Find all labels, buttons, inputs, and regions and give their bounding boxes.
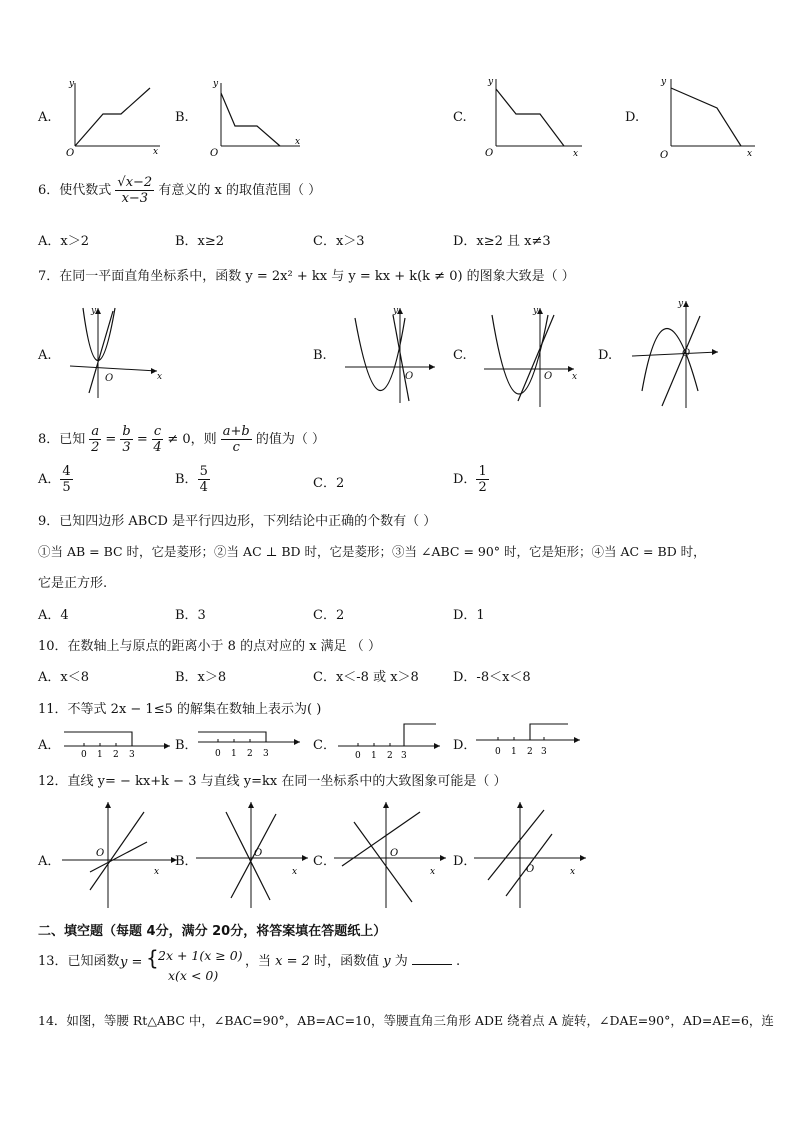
q7-option-b-label: B.	[313, 348, 327, 363]
q8-a-den: 5	[62, 480, 71, 495]
q11-stem: 11．不等式 2x − 1≤5 的解集在数轴上表示为( )	[38, 702, 322, 717]
q9-option-c: C．2	[313, 608, 345, 623]
q13-brace: {	[146, 946, 159, 970]
q8-option-d	[453, 464, 489, 495]
svg-text:O: O	[526, 864, 535, 875]
q5-c-y-label: y	[488, 77, 494, 87]
q6-frac-den: x−3	[121, 191, 149, 206]
q12-graph-a	[62, 800, 182, 910]
q13-case1: 2x + 1(x ≥ 0)	[158, 948, 243, 963]
svg-text:O: O	[405, 371, 414, 382]
q12-graph-c	[334, 800, 454, 910]
q13-var: y	[383, 954, 391, 969]
q10-stem: 10．在数轴上与原点的距离小于 8 的点对应的 x 满足 （ ）	[38, 639, 381, 654]
q5-d-origin: O	[660, 150, 669, 161]
q5-c-x-label: x	[573, 149, 579, 159]
q8-eq-1: =	[105, 432, 117, 447]
q13-mid: ，当	[245, 954, 272, 969]
q5-option-b-label: B.	[175, 110, 189, 125]
q8-f4-den: c	[232, 440, 240, 455]
q10-option-b: B．x＞8	[175, 670, 227, 685]
q8-c-label: C．	[313, 476, 336, 491]
q8-text-pre: 8．已知	[38, 432, 86, 447]
q13-pre: 13．已知函数	[38, 954, 120, 969]
q12-graph-b	[196, 800, 316, 910]
q11-numberline-a	[62, 722, 172, 760]
q13-case2: x(x < 0)	[168, 968, 219, 983]
q11-option-b-label: B．	[175, 738, 198, 753]
q5-option-a-label: A.	[38, 110, 52, 125]
section-title-fill-in: 二、填空题（每题 4分，满分 20分，将答案填在答题纸上）	[38, 924, 387, 939]
svg-text:2: 2	[387, 751, 393, 761]
q6-option-a: A．x＞2	[38, 234, 89, 249]
q8-d-den: 2	[478, 480, 487, 495]
q8-d-frac	[476, 464, 488, 495]
svg-text:2: 2	[247, 749, 253, 759]
q7-stem: 7．在同一平面直角坐标系中，函数 y = 2x² + kx 与 y = kx + k(k ≠ 0) 的图象大致是（ ）	[38, 269, 575, 284]
q7-option-a-label: A.	[38, 348, 52, 363]
svg-text:1: 1	[511, 747, 517, 757]
q8-f3-num: c	[153, 424, 162, 439]
q8-frac-a2	[89, 424, 101, 455]
q6-option-c: C．x＞3	[313, 234, 365, 249]
svg-text:x: x	[430, 867, 436, 877]
q13-answer-blank[interactable]	[412, 964, 452, 965]
q13-post: 时，函数值	[314, 954, 380, 969]
q13-stem	[38, 950, 120, 969]
q5-a-x-label: x	[153, 147, 159, 157]
svg-text:x: x	[292, 867, 298, 877]
q5-a-origin: O	[66, 148, 75, 159]
svg-text:3: 3	[541, 747, 547, 757]
svg-text:3: 3	[263, 749, 269, 759]
q12-stem: 12．直线 y= − kx+k − 3 与直线 y=kx 在同一坐标系中的大致图象可能是（ ）	[38, 774, 507, 789]
q5-b-x-label: x	[295, 137, 301, 147]
q10-option-c: C．x＜-8 或 x＞8	[313, 670, 419, 685]
svg-text:1: 1	[371, 751, 377, 761]
q8-stem	[38, 424, 325, 455]
q9-option-b: B．3	[175, 608, 206, 623]
svg-text:0: 0	[355, 751, 361, 761]
svg-text:2: 2	[527, 747, 533, 757]
q9-option-d: D．1	[453, 608, 485, 623]
q6-text-pre: 6．使代数式	[38, 183, 112, 198]
q8-c-value: 2	[335, 476, 345, 491]
q8-option-c	[313, 472, 344, 491]
q5-d-y-label: y	[661, 77, 667, 87]
q8-d-label: D．	[453, 472, 477, 487]
q11-numberline-d	[474, 718, 584, 760]
q12-option-a-label: A．	[38, 854, 61, 869]
q8-option-a	[38, 464, 73, 495]
q8-eq-2: =	[136, 432, 148, 447]
q6-frac-num: √x−2	[117, 175, 153, 190]
q5-graph-c	[482, 74, 582, 158]
q8-option-b	[175, 464, 210, 495]
svg-text:0: 0	[81, 750, 87, 760]
q11-numberline-b	[196, 722, 306, 760]
q8-f4-num: a+b	[222, 424, 250, 439]
q7-option-c-label: C.	[453, 348, 467, 363]
svg-text:O: O	[96, 848, 105, 859]
q8-frac-b3	[120, 424, 132, 455]
q8-a-label: A．	[38, 472, 61, 487]
svg-text:2: 2	[113, 750, 119, 760]
q13-tail	[245, 950, 460, 969]
svg-text:x: x	[157, 372, 163, 382]
q5-d-x-label: x	[747, 149, 753, 159]
svg-text:y: y	[393, 306, 399, 316]
q9-option-a: A．4	[38, 608, 69, 623]
q12-option-b-label: B．	[175, 854, 198, 869]
q6-stem	[38, 175, 321, 206]
q8-d-num: 1	[478, 464, 487, 479]
svg-text:y: y	[533, 306, 539, 316]
q5-b-origin: O	[210, 148, 219, 159]
q12-option-d-label: D．	[453, 854, 477, 869]
q5-option-c-label: C.	[453, 110, 467, 125]
q13-end: .	[456, 954, 461, 969]
q11-numberline-c	[336, 718, 446, 760]
svg-text:O: O	[105, 373, 114, 384]
svg-text:y: y	[91, 306, 97, 316]
q8-f2-den: 3	[122, 440, 131, 455]
q5-c-origin: O	[485, 148, 494, 159]
q7-graph-d	[630, 296, 730, 411]
q8-f1-den: 2	[91, 440, 100, 455]
q12-graph-d	[474, 800, 594, 910]
q8-b-den: 4	[199, 480, 208, 495]
q8-frac-c4	[152, 424, 163, 455]
q5-b-y-label: y	[213, 79, 219, 89]
q10-option-a: A．x＜8	[38, 670, 89, 685]
q13-function-y: y =	[120, 955, 143, 970]
q7-graph-a	[65, 303, 165, 398]
svg-text:0: 0	[215, 749, 221, 759]
q5-graph-b	[205, 78, 305, 158]
q14-stem: 14．如图，等腰 Rt△ABC 中，∠BAC=90°，AB=AC=10，等腰直角三角形 ADE 绕着点 A 旋转，∠DAE=90°，AD=AE=6，连	[38, 1013, 774, 1028]
q6-text-post: 有意义的 x 的取值范围（ ）	[158, 183, 322, 198]
svg-text:O: O	[682, 348, 691, 359]
q8-b-num: 5	[199, 464, 208, 479]
q5-graph-a	[65, 78, 165, 158]
q9-stem: 9．已知四边形 ABCD 是平行四边形，下列结论中正确的个数有（ ）	[38, 514, 437, 529]
svg-text:3: 3	[401, 751, 407, 761]
q6-option-d: D．x≥2 且 x≠3	[453, 234, 551, 249]
q5-option-d-label: D.	[625, 110, 640, 125]
q5-a-y-label: y	[69, 79, 75, 89]
q8-text-post: 的值为（ ）	[255, 432, 325, 447]
q12-option-c-label: C．	[313, 854, 336, 869]
svg-text:1: 1	[231, 749, 237, 759]
svg-text:O: O	[544, 371, 553, 382]
q8-a-frac	[60, 464, 72, 495]
q7-option-d-label: D.	[598, 348, 613, 363]
q8-b-label: B．	[175, 472, 198, 487]
svg-text:1: 1	[97, 750, 103, 760]
q13-cond: x = 2	[275, 954, 310, 969]
q9-statements-line2: 它是正方形.	[38, 576, 108, 591]
q11-option-a-label: A．	[38, 738, 61, 753]
q8-f1-num: a	[91, 424, 100, 439]
svg-text:0: 0	[495, 747, 501, 757]
q6-option-b: B．x≥2	[175, 234, 225, 249]
q8-text-mid: ≠ 0，则	[167, 432, 217, 447]
svg-text:x: x	[570, 867, 576, 877]
q8-frac-abc	[221, 424, 252, 455]
q10-option-d: D．-8＜x＜8	[453, 670, 531, 685]
q5-graph-d	[655, 74, 760, 161]
q13-post2: 为	[394, 954, 408, 969]
q8-f2-num: b	[122, 424, 131, 439]
svg-text:y: y	[678, 299, 684, 309]
q8-a-num: 4	[62, 464, 71, 479]
svg-text:O: O	[254, 848, 263, 859]
q8-b-frac	[198, 464, 210, 495]
q7-graph-b	[343, 303, 443, 403]
q8-f3-den: 4	[153, 440, 162, 455]
svg-text:x: x	[154, 867, 160, 877]
svg-text:x: x	[572, 372, 578, 382]
q6-fraction	[115, 175, 154, 206]
svg-text:O: O	[390, 848, 399, 859]
q11-option-c-label: C．	[313, 738, 336, 753]
q7-graph-c	[482, 303, 582, 408]
svg-text:3: 3	[129, 750, 135, 760]
q11-option-d-label: D．	[453, 738, 477, 753]
q9-statements-line1: ①当 AB = BC 时，它是菱形；②当 AC ⊥ BD 时，它是菱形；③当 ∠ABC = 90° 时，它是矩形；④当 AC = BD 时，	[38, 544, 706, 559]
